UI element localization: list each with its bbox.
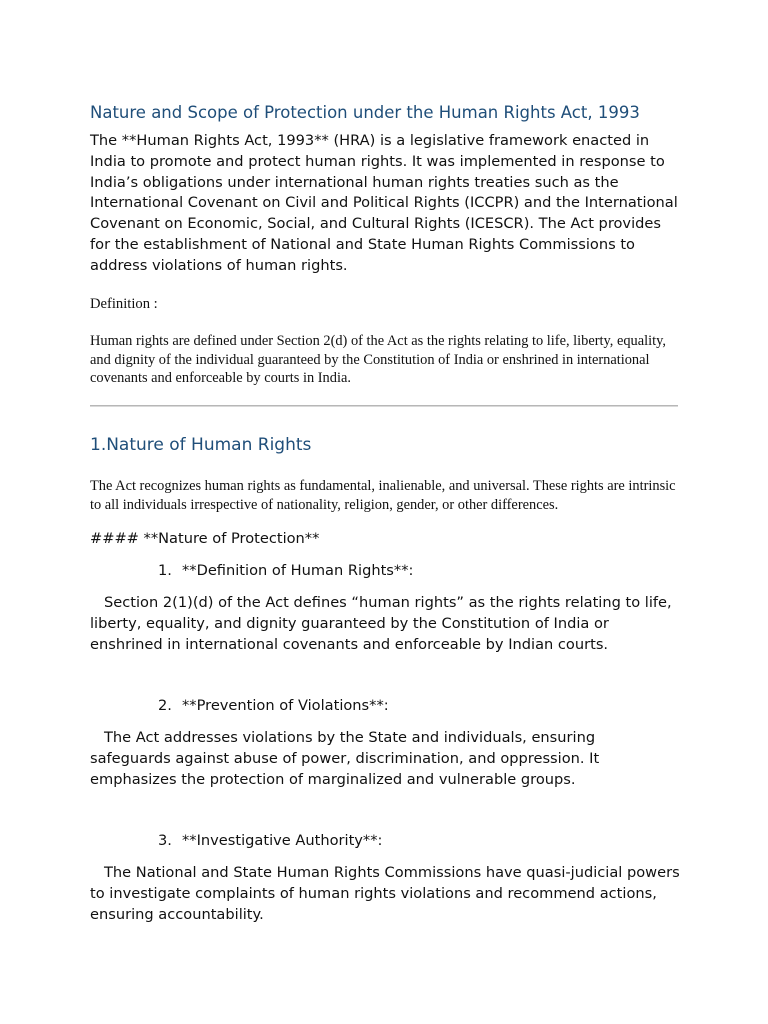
- list-item-heading: [158, 832, 382, 849]
- section-heading-nature: 1.Nature of Human Rights: [90, 435, 312, 455]
- list-item-body: The National and State Human Rights Commissions have quasi-judicial powers to investigate complaints of human rights violations and recommend actions, ensuring accountability.: [90, 864, 680, 923]
- horizontal-rule: [90, 405, 678, 407]
- list-item-number: 1.: [158, 562, 172, 579]
- definition-paragraph: Human rights are defined under Section 2(d) of the Act as the rights relating to life, liberty, equality, and dignity of the individual guaranteed by the Constitution of India or enshrined in international covenants and enforceable by courts in India.: [90, 333, 666, 386]
- list-item-title: **Prevention of Violations**:: [182, 697, 389, 714]
- list-item-heading: [158, 697, 389, 714]
- list-item-number: 2.: [158, 697, 172, 714]
- intro-paragraph: The **Human Rights Act, 1993** (HRA) is a legislative framework enacted in India to promote and protect human rights. It was implemented in response to India’s obligations under international human rights treaties such as the International Covenant on Civil and Political Rights (ICCPR) and the International Covenant on Economic, Social, and Cultural Rights (ICESCR). The Act provides for the establishment of National and State Human Rights Commissions to address violations of human rights.: [90, 132, 678, 274]
- list-item-title: **Definition of Human Rights**:: [182, 562, 414, 579]
- list-item-heading: [158, 562, 413, 579]
- subheading-nature-of-protection: #### **Nature of Protection**: [90, 530, 320, 547]
- list-item-body: The Act addresses violations by the State and individuals, ensuring safeguards against abuse of power, discrimination, and oppression. It emphasizes the protection of marginalized and vulnerable groups.: [90, 729, 600, 788]
- list-item-body: Section 2(1)(d) of the Act defines “human rights” as the rights relating to life, liberty, equality, and dignity guaranteed by the Constitution of India or enshrined in international covenants and enforceable by Indian courts.: [90, 594, 672, 653]
- list-item-number: 3.: [158, 832, 172, 849]
- section-paragraph-nature: The Act recognizes human rights as fundamental, inalienable, and universal. These rights are intrinsic to all individuals irrespective of nationality, religion, gender, or other differences.: [90, 478, 676, 513]
- list-item-title: **Investigative Authority**:: [182, 832, 383, 849]
- definition-label: Definition :: [90, 296, 158, 312]
- document-title: Nature and Scope of Protection under the Human Rights Act, 1993: [90, 103, 640, 122]
